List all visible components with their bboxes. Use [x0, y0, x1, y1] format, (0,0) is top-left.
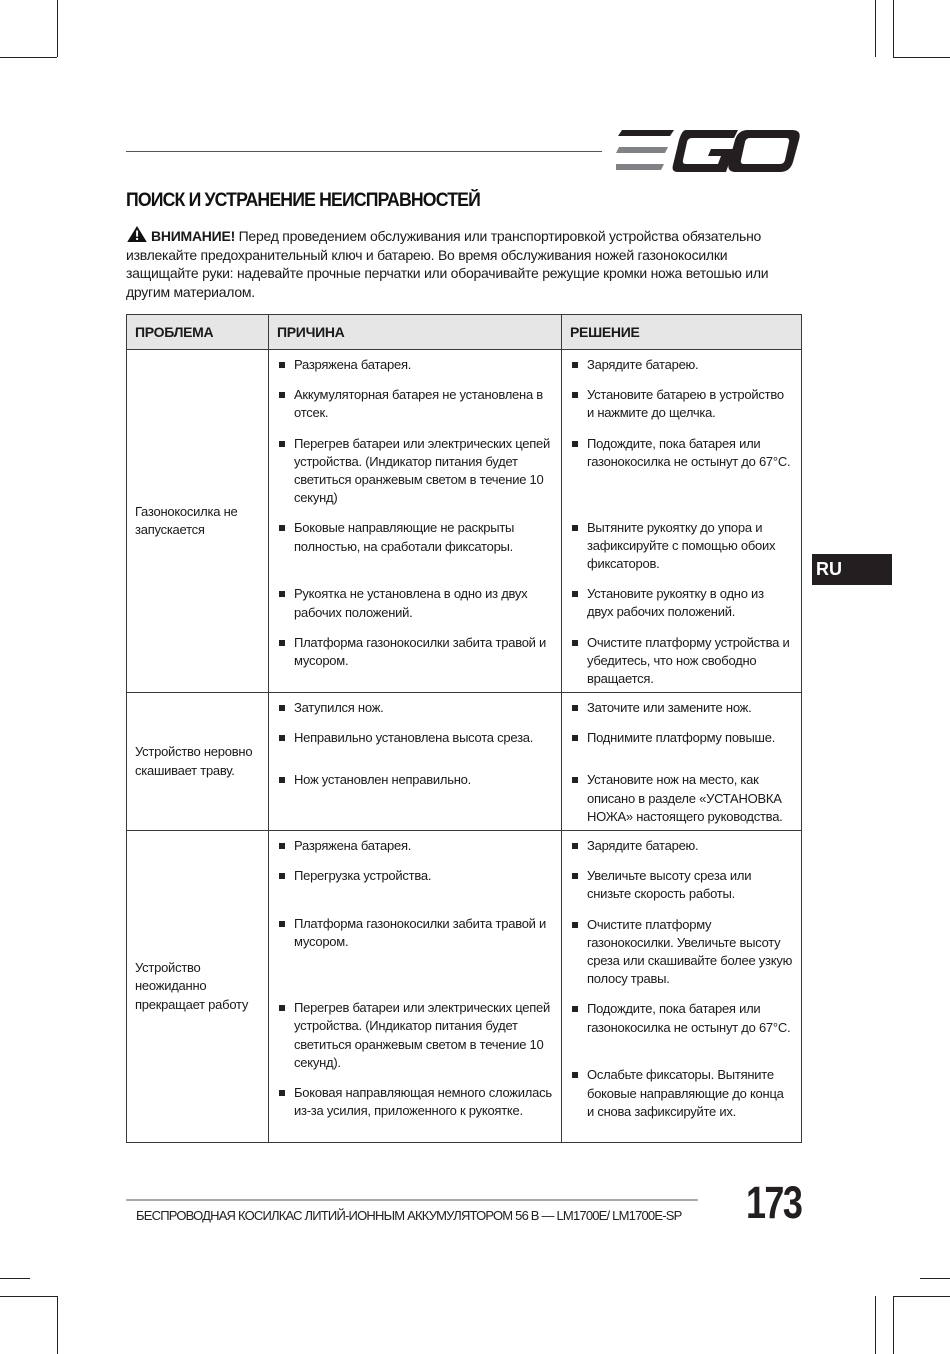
crop-mark — [893, 1296, 950, 1297]
bullet-icon — [279, 1005, 285, 1011]
solution-text: Заточите или замените нож. — [587, 700, 752, 716]
solution-item — [570, 729, 793, 759]
bullet-icon — [279, 735, 285, 741]
ego-logo — [616, 130, 800, 172]
cause-item — [277, 634, 553, 688]
cause-cell — [269, 350, 562, 693]
solution-item — [570, 519, 793, 574]
bullet-icon — [572, 777, 578, 783]
cause-text: Боковая направляющая немного сложилась из-за усилия, приложенного к рукоятке. — [294, 1085, 552, 1119]
crop-mark — [57, 1296, 58, 1354]
solution-text: Зарядите батарею. — [587, 357, 699, 372]
warning-triangle-icon — [126, 226, 148, 242]
cause-item — [277, 915, 553, 987]
warning-label: ВНИМАНИЕ! — [151, 228, 235, 244]
solution-text: Вытяните рукоятку до упора и зафиксируйте с помощью обоих фиксаторов. — [587, 519, 776, 572]
crop-mark — [0, 1278, 30, 1279]
solution-item — [570, 699, 793, 717]
table-row — [127, 693, 802, 831]
cause-text: Аккумуляторная батарея не установлена в отсек. — [294, 387, 543, 421]
language-tab: RU — [812, 554, 892, 585]
cause-text: Боковые направляющие не раскрыты полностью, на сработали фиксаторы. — [294, 520, 515, 554]
solution-item — [570, 356, 793, 374]
bullet-icon — [279, 921, 285, 927]
cause-text: Перегрев батареи или электрических цепей устройства. (Индикатор питания будет светиться оранжевым светом в течение 10 секунд) — [294, 435, 551, 506]
bullet-icon — [572, 392, 578, 398]
crop-mark — [0, 1296, 57, 1297]
crop-mark — [920, 1278, 950, 1279]
cause-item — [277, 435, 553, 508]
cause-cell — [269, 831, 562, 1143]
crop-mark — [893, 57, 950, 58]
solution-item — [570, 634, 793, 689]
problem-cell: Устройство неожиданно прекращает работу — [127, 831, 269, 1143]
cause-text: Затупился нож. — [294, 700, 384, 716]
crop-mark — [0, 57, 57, 58]
solution-text: Подождите, пока батарея или газонокосилка не остынут до 67°C. — [587, 435, 791, 469]
solution-text: Поднимите платформу повыше. — [587, 730, 776, 746]
cause-text: Разряжена батарея. — [294, 838, 412, 854]
bullet-icon — [279, 1090, 285, 1096]
cause-text: Разряжена батарея. — [294, 357, 412, 372]
bullet-icon — [572, 843, 578, 849]
bullet-icon — [572, 441, 578, 447]
cause-item — [277, 999, 553, 1072]
troubleshooting-table — [126, 314, 802, 1143]
cause-item — [277, 699, 553, 717]
cause-text: Перегрев батареи или электрических цепей устройства. (Индикатор питания будет светиться оранжевым светом в течение 10 секунд). — [294, 1000, 551, 1070]
table-header-row — [127, 315, 802, 350]
cause-item — [277, 867, 553, 903]
cause-item — [277, 771, 553, 825]
cause-text: Платформа газонокосилки забита травой и мусором. — [294, 634, 547, 669]
problem-cell: Газонокосилка не запускается — [127, 350, 269, 693]
header-cause: ПРИЧИНА — [269, 315, 562, 350]
cause-item — [277, 386, 553, 422]
cause-item — [277, 729, 553, 759]
solution-item — [570, 386, 793, 422]
bullet-icon — [572, 1006, 578, 1012]
solution-text: Установите рукоятку в одно из двух рабочих положений. — [587, 586, 764, 620]
bullet-icon — [279, 441, 285, 447]
bullet-icon — [279, 591, 285, 597]
header-problem: ПРОБЛЕМА — [127, 315, 269, 350]
bullet-icon — [279, 843, 285, 849]
cause-item — [277, 519, 553, 573]
cause-item — [277, 1084, 553, 1138]
bullet-icon — [279, 873, 285, 879]
cause-text: Рукоятка не установлена в одно из двух рабочих положений. — [294, 586, 528, 620]
crop-mark — [893, 1296, 894, 1354]
solution-text: Ослабьте фиксаторы. Вытяните боковые направляющие до конца и снова зафиксируйте их. — [587, 1067, 784, 1119]
bullet-icon — [572, 525, 578, 531]
solution-text: Установите нож на место, как описано в разделе «УСТАНОВКА НОЖА» настоящего руководства. — [587, 772, 783, 824]
cause-text: Неправильно установлена высота среза. — [294, 730, 534, 746]
cause-item — [277, 356, 553, 374]
footer-rule — [126, 1199, 698, 1201]
bullet-icon — [279, 640, 285, 646]
bullet-icon — [572, 735, 578, 741]
crop-mark — [893, 0, 894, 57]
crop-mark — [57, 0, 58, 57]
crop-mark — [875, 1296, 876, 1354]
cause-text: Платформа газонокосилки забита травой и мусором. — [294, 916, 547, 950]
solution-item — [570, 837, 793, 855]
bullet-icon — [279, 362, 285, 368]
solution-item — [570, 771, 793, 826]
page-title: ПОИСК И УСТРАНЕНИЕ НЕИСПРАВНОСТЕЙ — [126, 190, 480, 211]
bullet-icon — [279, 392, 285, 398]
bullet-icon — [279, 705, 285, 711]
solution-text: Подождите, пока батарея или газонокосилка не остынут до 67°C. — [587, 1001, 791, 1035]
solution-item — [570, 1066, 793, 1121]
table-row — [127, 831, 802, 1143]
table-row — [127, 350, 802, 693]
problem-cell: Устройство неровно скашивает траву. — [127, 693, 269, 831]
bullet-icon — [572, 591, 578, 597]
cause-item — [277, 837, 553, 855]
footer-text: БЕСПРОВОДНАЯ КОСИЛКАС ЛИТИЙ-ИОННЫМ АККУМУЛЯТОРОМ 56 В — LM1700E/ LM1700E-SP — [136, 1208, 682, 1223]
bullet-icon — [572, 873, 578, 879]
cause-text: Перегрузка устройства. — [294, 868, 432, 884]
bullet-icon — [572, 640, 578, 646]
warning-paragraph — [126, 226, 801, 301]
solution-text: Увеличьте высоту среза или снизьте скорость работы. — [587, 868, 752, 902]
bullet-icon — [572, 362, 578, 368]
solution-cell — [562, 831, 802, 1143]
bullet-icon — [572, 1072, 578, 1078]
cause-text: Нож установлен неправильно. — [294, 772, 472, 788]
bullet-icon — [572, 705, 578, 711]
solution-item — [570, 585, 793, 621]
solution-text: Очистите платформу устройства и убедитесь, что нож свободно вращается. — [587, 634, 790, 687]
bullet-icon — [279, 525, 285, 531]
solution-cell — [562, 350, 802, 693]
solution-item — [570, 435, 793, 507]
cause-item — [277, 585, 553, 621]
solution-cell — [562, 693, 802, 831]
solution-text: Установите батарею в устройство и нажмите до щелчка. — [587, 387, 784, 421]
warning-text: Перед проведением обслуживания или транспортировкой устройства обязательно извлекайте предохранительный ключ и батарею. Во время обслуживания ножей газонокосилки защищайте руки: надевайте прочные перчатки или оборачивайте режущие кромки ножа ветошью или другим материалом. — [126, 228, 769, 300]
solution-item — [570, 916, 793, 989]
cause-cell — [269, 693, 562, 831]
header-solution: РЕШЕНИЕ — [562, 315, 802, 350]
solution-item — [570, 867, 793, 903]
solution-text: Очистите платформу газонокосилки. Увеличьте высоту среза или скашивайте более узкую полосу травы. — [587, 916, 793, 987]
crop-mark — [875, 0, 876, 57]
bullet-icon — [279, 777, 285, 783]
solution-item — [570, 1000, 793, 1054]
bullet-icon — [572, 922, 578, 928]
page-number: 173 — [746, 1177, 802, 1228]
solution-text: Зарядите батарею. — [587, 838, 699, 854]
header-rule — [126, 151, 602, 152]
